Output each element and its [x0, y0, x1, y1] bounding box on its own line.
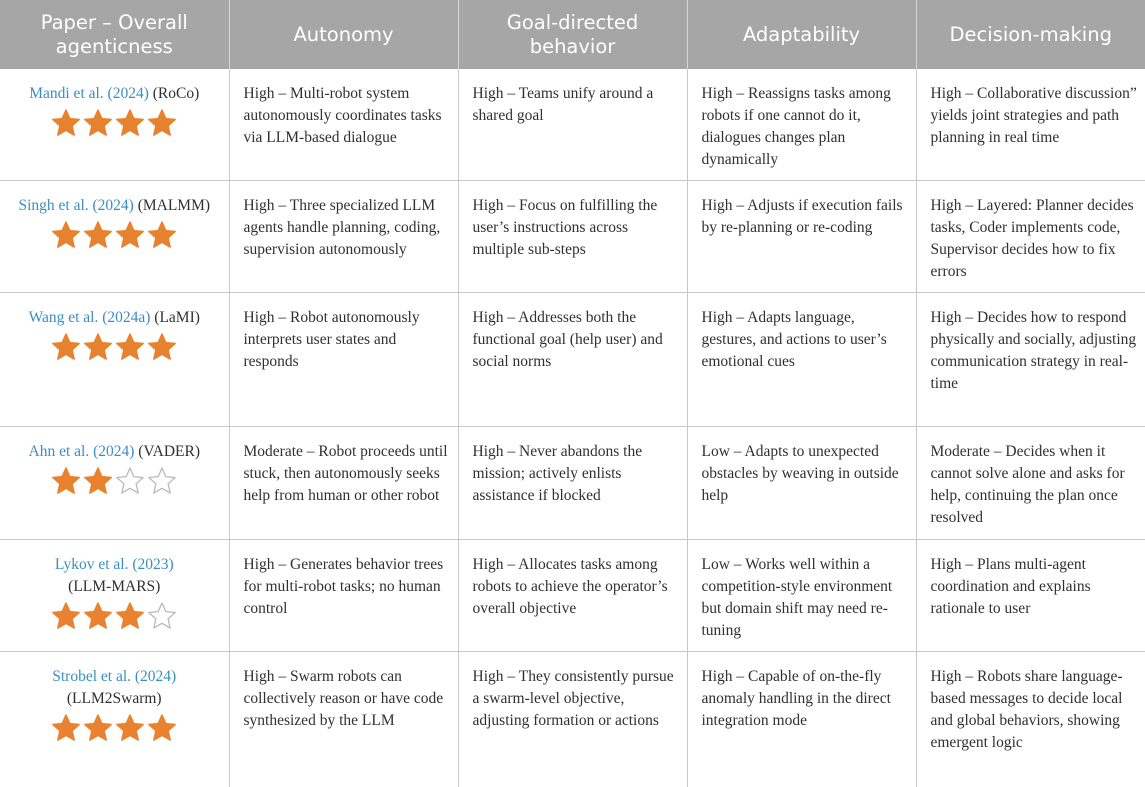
table-row — [0, 540, 1145, 652]
decision-cell: High – Collaborative discussion” yields joint strategies and path planning in real time — [916, 69, 1145, 181]
decision-cell: Moderate – Decides when it cannot solve alone and asks for help, continuing the plan once resolved — [916, 427, 1145, 540]
system-name: (RoCo) — [153, 85, 200, 102]
system-name: (LLM2Swarm) — [67, 690, 162, 707]
star-filled-icon — [51, 220, 81, 250]
star-filled-icon — [115, 713, 145, 743]
star-filled-icon — [83, 220, 113, 250]
star-filled-icon — [83, 601, 113, 631]
goal-cell: High – They consistently pursue a swarm-level objective, adjusting formation or actions — [458, 652, 687, 787]
paper-cell — [0, 69, 229, 181]
adaptability-cell: Low – Works well within a competition-style environment but domain shift may need re-tuning — [687, 540, 916, 652]
star-filled-icon — [51, 601, 81, 631]
star-filled-icon — [83, 332, 113, 362]
paper-cell — [0, 540, 229, 652]
citation-link[interactable]: Wang et al. (2024a) — [29, 309, 151, 326]
system-name: (LLM-MARS) — [68, 578, 160, 595]
autonomy-cell: Moderate – Robot proceeds until stuck, then autonomously seeks help from human or other robot — [229, 427, 458, 540]
decision-cell: High – Layered: Planner decides tasks, Coder implements code, Supervisor decides how to fix errors — [916, 181, 1145, 293]
adaptability-cell: Low – Adapts to unexpected obstacles by weaving in outside help — [687, 427, 916, 540]
header-goal-directed: Goal-directed behavior — [458, 0, 687, 69]
star-rating — [6, 332, 223, 362]
star-filled-icon — [147, 220, 177, 250]
adaptability-cell: High – Adapts language, gestures, and actions to user’s emotional cues — [687, 293, 916, 427]
goal-cell: High – Addresses both the functional goal (help user) and social norms — [458, 293, 687, 427]
goal-cell: High – Teams unify around a shared goal — [458, 69, 687, 181]
table-row — [0, 427, 1145, 540]
table-row — [0, 181, 1145, 293]
autonomy-cell: High – Multi-robot system autonomously coordinates tasks via LLM-based dialogue — [229, 69, 458, 181]
star-filled-icon — [115, 332, 145, 362]
adaptability-cell: High – Adjusts if execution fails by re-planning or re-coding — [687, 181, 916, 293]
star-filled-icon — [51, 108, 81, 138]
autonomy-cell: High – Swarm robots can collectively reason or have code synthesized by the LLM — [229, 652, 458, 787]
goal-cell: High – Allocates tasks among robots to achieve the operator’s overall objective — [458, 540, 687, 652]
system-name: (LaMI) — [154, 309, 200, 326]
citation-link[interactable]: Singh et al. (2024) — [18, 197, 133, 214]
star-filled-icon — [115, 220, 145, 250]
paper-cell — [0, 293, 229, 427]
star-rating — [6, 713, 223, 743]
citation-link[interactable]: Ahn et al. (2024) — [29, 443, 135, 460]
table-row — [0, 652, 1145, 787]
autonomy-cell: High – Three specialized LLM agents handle planning, coding, supervision autonomously — [229, 181, 458, 293]
star-outline-icon — [147, 601, 177, 631]
paper-cell — [0, 652, 229, 787]
citation-link[interactable]: Mandi et al. (2024) — [29, 85, 149, 102]
citation-link[interactable]: Strobel et al. (2024) — [52, 668, 176, 685]
star-rating — [6, 466, 223, 496]
decision-cell: High – Plans multi-agent coordination and explains rationale to user — [916, 540, 1145, 652]
star-filled-icon — [83, 108, 113, 138]
decision-cell: High – Decides how to respond physically and socially, adjusting communication strategy in real-time — [916, 293, 1145, 427]
paper-cell — [0, 181, 229, 293]
table-row — [0, 69, 1145, 181]
header-adaptability: Adaptability — [687, 0, 916, 69]
star-filled-icon — [147, 108, 177, 138]
autonomy-cell: High – Generates behavior trees for multi-robot tasks; no human control — [229, 540, 458, 652]
star-outline-icon — [147, 466, 177, 496]
goal-cell: High – Focus on fulfilling the user’s instructions across multiple sub-steps — [458, 181, 687, 293]
autonomy-cell: High – Robot autonomously interprets user states and responds — [229, 293, 458, 427]
header-decision-making: Decision-making — [916, 0, 1145, 69]
decision-cell: High – Robots share language-based messages to decide local and global behaviors, showing emergent logic — [916, 652, 1145, 787]
star-filled-icon — [51, 332, 81, 362]
star-filled-icon — [51, 713, 81, 743]
goal-cell: High – Never abandons the mission; actively enlists assistance if blocked — [458, 427, 687, 540]
system-name: (VADER) — [138, 443, 200, 460]
star-filled-icon — [83, 466, 113, 496]
header-row — [0, 0, 1145, 69]
header-autonomy: Autonomy — [229, 0, 458, 69]
adaptability-cell: High – Capable of on-the-fly anomaly handling in the direct integration mode — [687, 652, 916, 787]
star-outline-icon — [115, 466, 145, 496]
star-filled-icon — [51, 466, 81, 496]
adaptability-cell: High – Reassigns tasks among robots if one cannot do it, dialogues changes plan dynamically — [687, 69, 916, 181]
citation-link[interactable]: Lykov et al. (2023) — [55, 556, 174, 573]
star-filled-icon — [147, 713, 177, 743]
star-filled-icon — [147, 332, 177, 362]
table-row — [0, 293, 1145, 427]
star-filled-icon — [115, 108, 145, 138]
star-rating — [6, 601, 223, 631]
star-filled-icon — [83, 713, 113, 743]
header-paper: Paper – Overall agenticness — [0, 0, 229, 69]
paper-cell — [0, 427, 229, 540]
star-filled-icon — [115, 601, 145, 631]
system-name: (MALMM) — [138, 197, 210, 214]
star-rating — [6, 220, 223, 250]
star-rating — [6, 108, 223, 138]
